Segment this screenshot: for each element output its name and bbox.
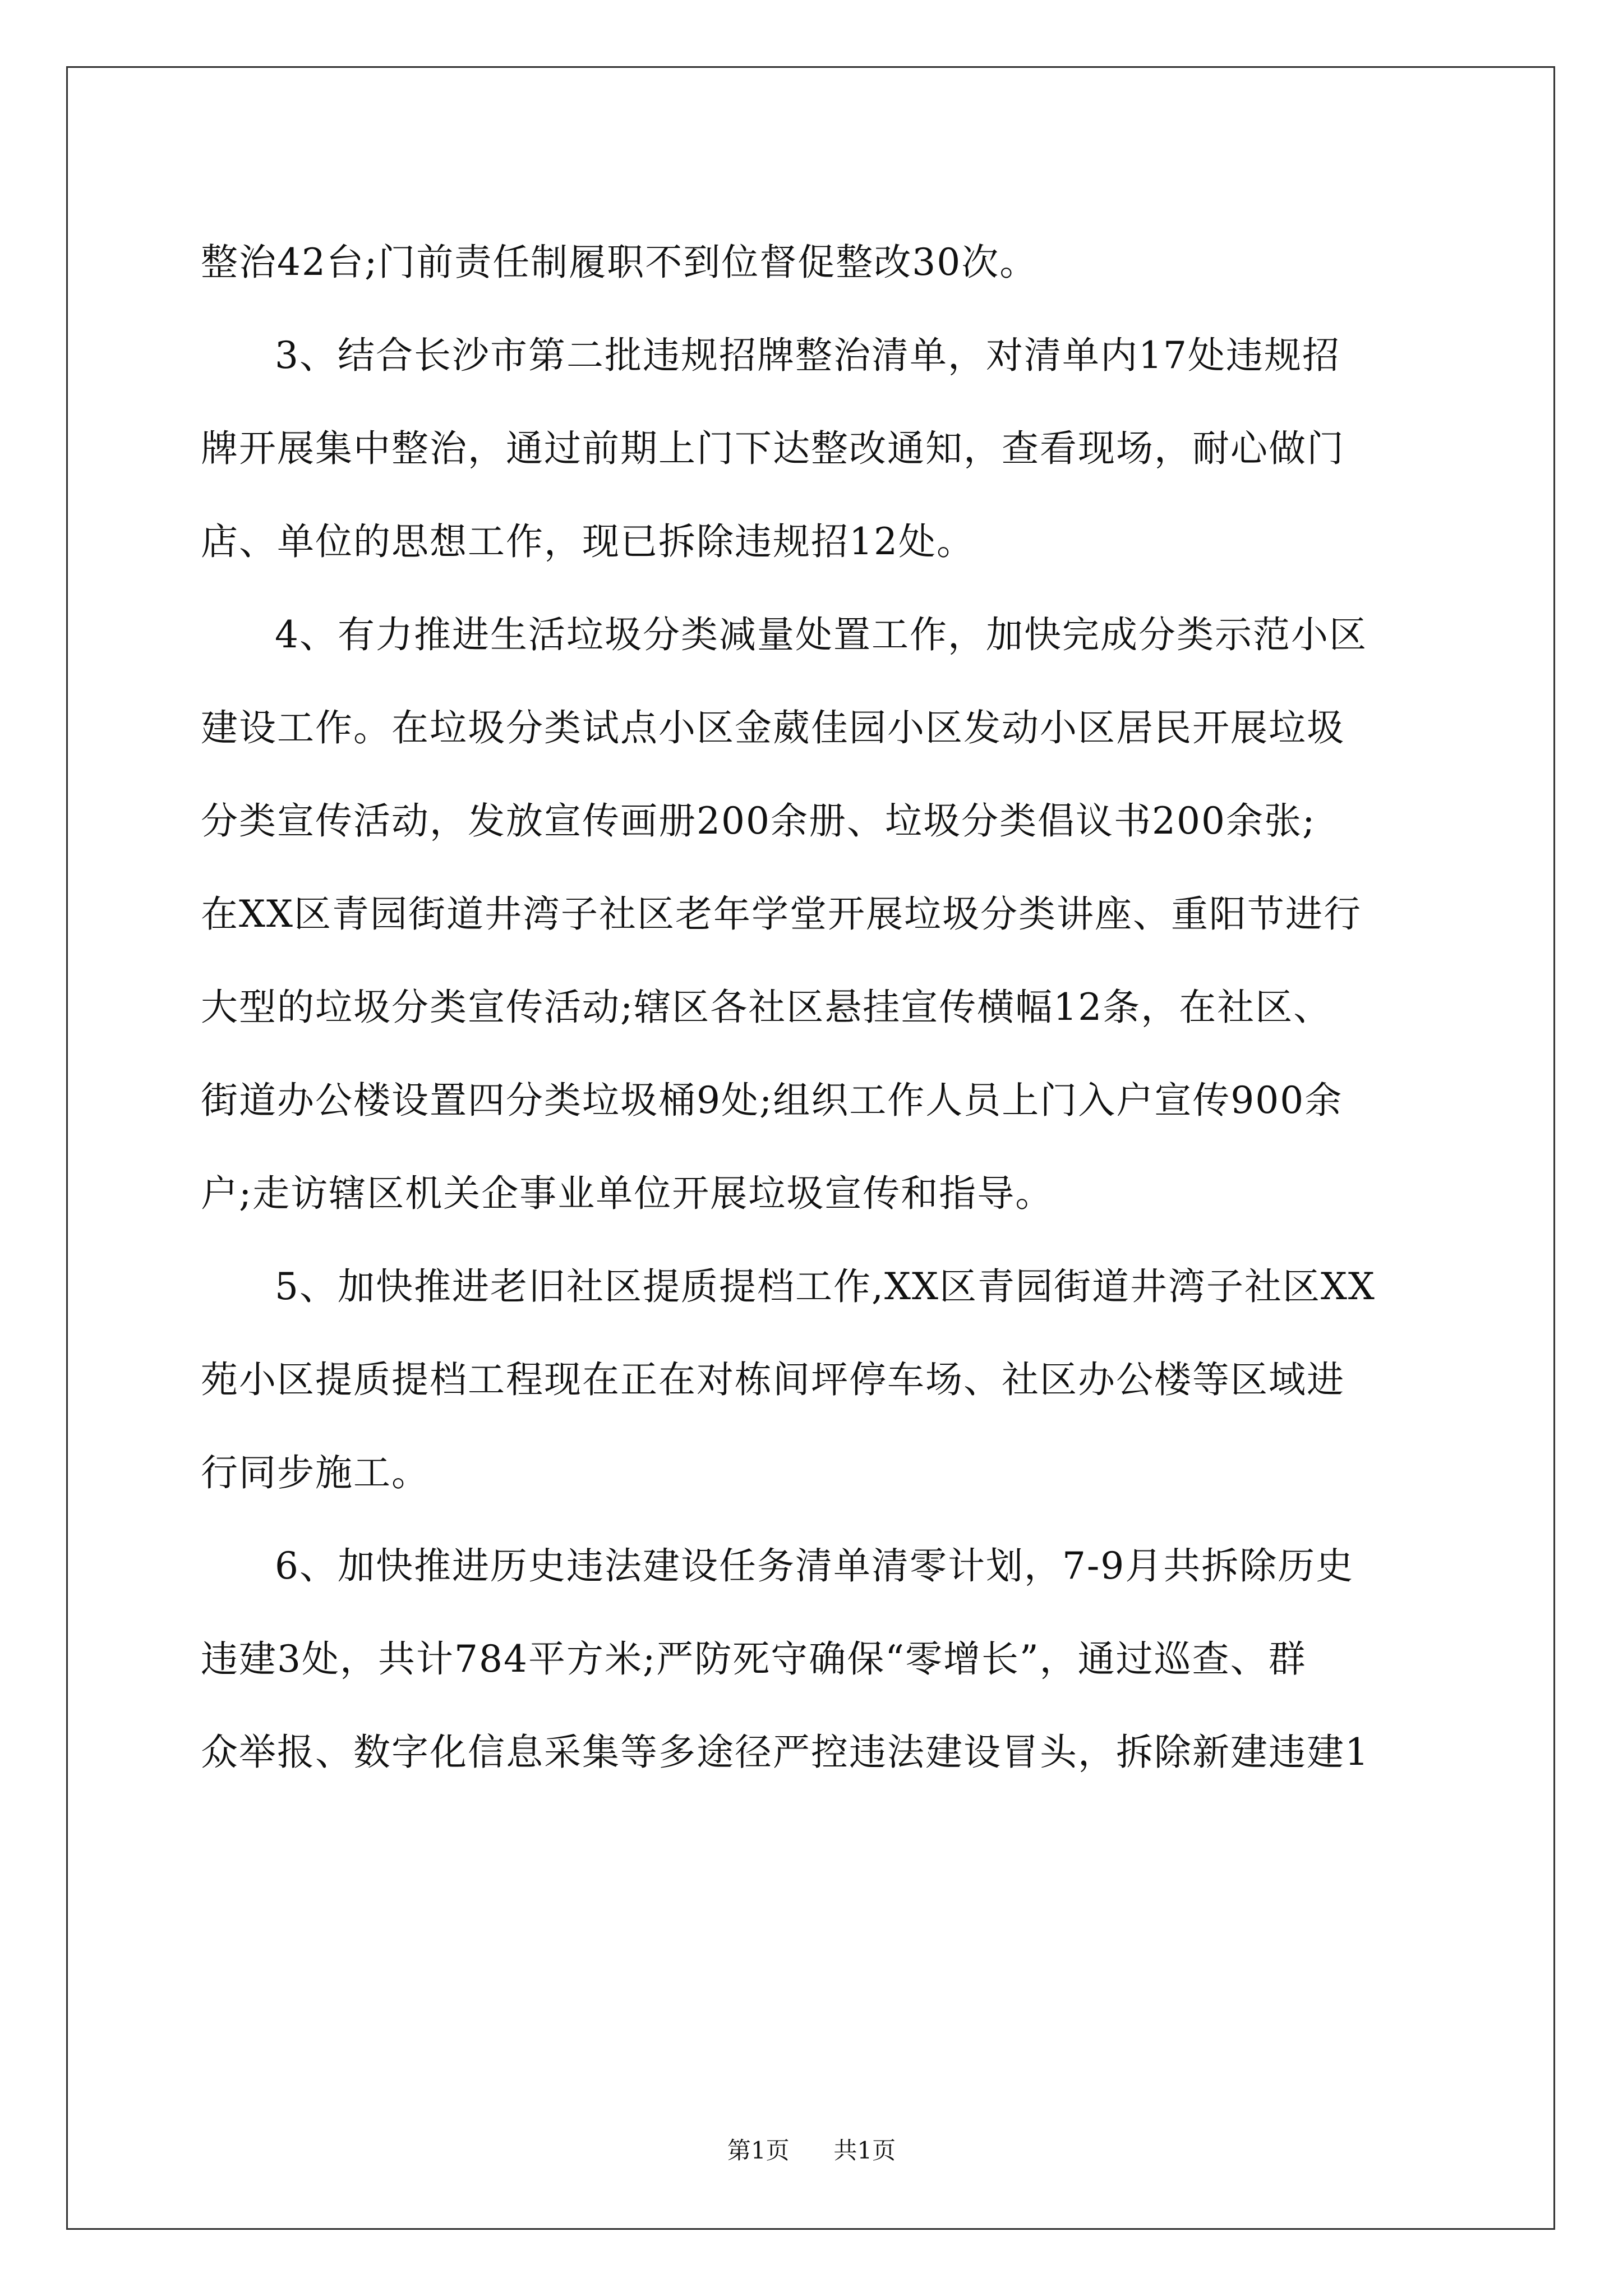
paragraph-start-3: 3、结合长沙市第二批违规招牌整治清单，对清单内17处违规招	[275, 334, 1340, 377]
text-line: 户;走访辖区机关企事业单位开展垃圾宣传和指导。	[201, 1172, 1054, 1215]
text-line: 整治42台;门前责任制履职不到位督促整改30次。	[201, 241, 1038, 284]
paragraph-start-5: 5、加快推进老旧社区提质提档工作,XX区青园街道井湾子社区XX	[275, 1265, 1376, 1308]
paragraph-start-6: 6、加快推进历史违法建设任务清单清零计划，7-9月共拆除历史	[275, 1544, 1354, 1588]
text-line: 分类宣传活动，发放宣传画册200余册、垃圾分类倡议书200余张;	[201, 799, 1316, 843]
page-footer	[0, 2136, 1623, 2165]
text-line: 违建3处，共计784平方米;严防死守确保“零增长”，通过巡查、群	[201, 1637, 1307, 1681]
text-line: 牌开展集中整治，通过前期上门下达整改通知，查看现场，耐心做门	[201, 427, 1345, 470]
text-line: 街道办公楼设置四分类垃圾桶9处;组织工作人员上门入户宣传900余	[201, 1079, 1343, 1122]
text-line: 大型的垃圾分类宣传活动;辖区各社区悬挂宣传横幅12条，在社区、	[201, 986, 1332, 1029]
page-number: 第1页	[727, 2137, 790, 2164]
text-line: 众举报、数字化信息采集等多途径严控违法建设冒头，拆除新建违建1	[201, 1731, 1370, 1774]
text-line: 苑小区提质提档工程现在正在对栋间坪停车场、社区办公楼等区域进	[201, 1358, 1345, 1401]
text-line: 建设工作。在垃圾分类试点小区金葳佳园小区发动小区居民开展垃圾	[201, 706, 1345, 749]
text-line: 店、单位的思想工作，现已拆除违规招12处。	[201, 520, 975, 563]
document-body	[201, 216, 1429, 1799]
paragraph-start-4: 4、有力推进生活垃圾分类减量处置工作，加快完成分类示范小区	[275, 613, 1367, 656]
text-line: 在XX区青园街道井湾子社区老年学堂开展垃圾分类讲座、重阳节进行	[201, 892, 1362, 936]
page-total: 共1页	[833, 2137, 896, 2164]
text-line: 行同步施工。	[201, 1451, 430, 1494]
